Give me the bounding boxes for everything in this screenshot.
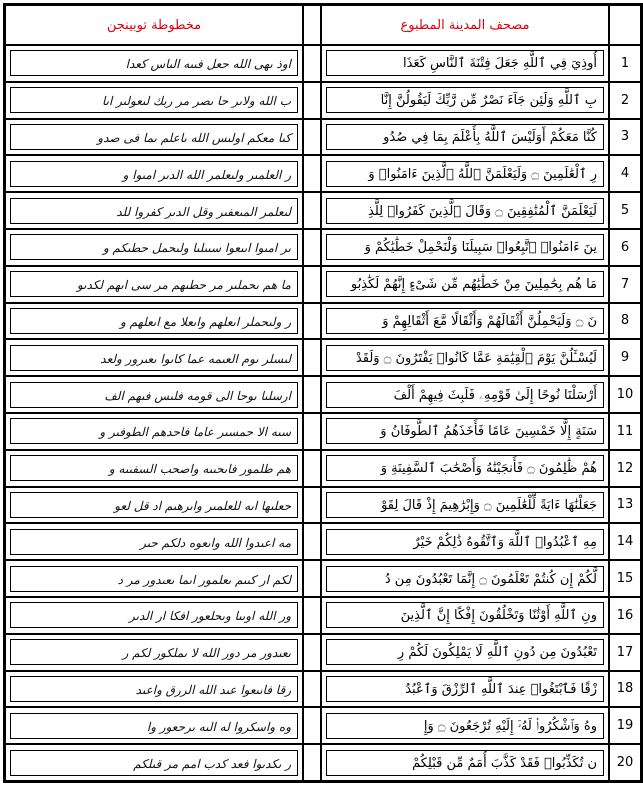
mushaf-line: كُنَّا مَعَكُمْ أَوَلَيْسَ ٱللَّهُ بِأَعْلَمَ بِمَا فِي صُدُو	[326, 124, 604, 150]
spacer-cell	[303, 413, 321, 450]
line-number: 16	[609, 597, 641, 634]
mushaf-cell	[321, 229, 609, 266]
mushaf-line: جَعَلْنَٰهَا ءَايَةً لِّلْعَٰلَمِينَ ۝ وَإِبْرَٰهِيمَ إِذْ قَالَ لِقَوْ	[326, 492, 604, 518]
line-number: 7	[609, 266, 641, 303]
table-row	[5, 671, 641, 708]
manuscript-line: لىسلر ىوم العىمه عما كاىوا ىعىرور ولعد	[10, 345, 298, 371]
manuscript-cell	[5, 192, 303, 229]
manuscript-line: رقا فاىىعوا عىد الله الررق واعىد	[10, 676, 298, 702]
header-spacer	[303, 5, 321, 45]
mushaf-cell	[321, 82, 609, 119]
manuscript-line: ارسلىا ىوحا الى قومه فلىس فىهم الف	[10, 382, 298, 408]
manuscript-cell	[5, 450, 303, 487]
manuscript-cell	[5, 82, 303, 119]
spacer-cell	[303, 487, 321, 524]
mushaf-cell	[321, 303, 609, 340]
spacer-cell	[303, 82, 321, 119]
manuscript-cell	[5, 671, 303, 708]
manuscript-line: هم طلمور فاىحىىه واصحب السفىىه و	[10, 455, 298, 481]
table-row	[5, 707, 641, 744]
line-number: 19	[609, 707, 641, 744]
line-number: 1	[609, 45, 641, 82]
mushaf-line: ن تُكَذِّبُوا۟ فَقَدْ كَذَّبَ أُمَمٌ مِّن قَبْلِكُمْ	[326, 750, 604, 776]
spacer-cell	[303, 266, 321, 303]
line-number: 18	[609, 671, 641, 708]
manuscript-line: ر العلمىر ولىعلمر الله الدىر امىوا و	[10, 161, 298, 187]
manuscript-cell	[5, 119, 303, 156]
manuscript-cell	[5, 266, 303, 303]
manuscript-line: ىعىدور مر دور الله لا ىملكور لكم ر	[10, 639, 298, 665]
spacer-cell	[303, 303, 321, 340]
mushaf-line: وهُ وَٱشْكُرُوا۟ لَهُۥٓ إِلَيْهِ تُرْجَعُونَ ۝ وَإِ	[326, 713, 604, 739]
table-row	[5, 413, 641, 450]
mushaf-cell	[321, 707, 609, 744]
manuscript-line: ب الله ولاىر حا ىصر مر ربك لىعولىر اىا	[10, 87, 298, 113]
spacer-cell	[303, 707, 321, 744]
mushaf-cell	[321, 671, 609, 708]
manuscript-line: ر ولىحملر اىعلهم واىعلا مع اىعلهم و	[10, 308, 298, 334]
table-row	[5, 339, 641, 376]
manuscript-cell	[5, 487, 303, 524]
mushaf-cell	[321, 45, 609, 82]
mushaf-cell	[321, 634, 609, 671]
table-row	[5, 376, 641, 413]
table-row	[5, 45, 641, 82]
manuscript-line: لىعلمر المىعفىر وقل الدىر كفروا للد	[10, 198, 298, 224]
line-number: 11	[609, 413, 641, 450]
header-manuscript: مخطوطة توبينجن	[5, 5, 303, 45]
manuscript-cell	[5, 707, 303, 744]
manuscript-line: ما هم ىحملىر مر حطىهم مر سى اىهم لكدىو	[10, 271, 298, 297]
spacer-cell	[303, 634, 321, 671]
mushaf-line: سَنَةٍ إِلَّا خَمْسِينَ عَامًا فَأَخَذَهُمُ ٱلطُّوفَانُ وَ	[326, 418, 604, 444]
table-row	[5, 303, 641, 340]
mushaf-line: أُوذِيَ فِي ٱللَّهِ جَعَلَ فِتْنَةَ ٱلنَّاسِ كَعَذَا	[326, 50, 604, 76]
line-number: 6	[609, 229, 641, 266]
manuscript-line: سىه الا حمسىر عاما فاحدهم الطوفىر و	[10, 418, 298, 444]
header-row	[5, 5, 641, 45]
mushaf-cell	[321, 744, 609, 781]
mushaf-line: زْقًا فَٱبْتَغُوا۟ عِندَ ٱللَّهِ ٱلرِّزْقَ وَٱعْبُدُ	[326, 676, 604, 702]
manuscript-cell	[5, 744, 303, 781]
spacer-cell	[303, 45, 321, 82]
mushaf-line: مَا هُم بِحَٰمِلِينَ مِنْ خَطَٰيَٰهُم مِّن شَىْءٍ إِنَّهُمْ لَكَٰذِبُو	[326, 271, 604, 297]
mushaf-line: لَيَعْلَمَنَّ ٱلْمُنَٰفِقِينَ ۝ وَقَالَ ٱلَّذِينَ كَفَرُوا۟ لِلَّذِ	[326, 198, 604, 224]
table-row	[5, 560, 641, 597]
spacer-cell	[303, 671, 321, 708]
manuscript-cell	[5, 339, 303, 376]
mushaf-cell	[321, 413, 609, 450]
line-number: 12	[609, 450, 641, 487]
mushaf-line: لَّكُمْ إِن كُنتُمْ تَعْلَمُونَ ۝ إِنَّمَا تَعْبُدُونَ مِن دُ	[326, 566, 604, 592]
line-number: 13	[609, 487, 641, 524]
spacer-cell	[303, 229, 321, 266]
spacer-cell	[303, 523, 321, 560]
table-row	[5, 523, 641, 560]
manuscript-line: ر ىكدىوا فعد كدب امم مر قىلكم	[10, 750, 298, 776]
spacer-cell	[303, 450, 321, 487]
mushaf-cell	[321, 192, 609, 229]
mushaf-cell	[321, 339, 609, 376]
line-number: 10	[609, 376, 641, 413]
mushaf-cell	[321, 597, 609, 634]
header-number-column	[609, 5, 641, 45]
mushaf-line: أَرْسَلْنَا نُوحًا إِلَىٰ قَوْمِهِۦ فَلَبِثَ فِيهِمْ أَلْفَ	[326, 382, 604, 408]
mushaf-cell	[321, 266, 609, 303]
mushaf-line: نَ ۝ وَلَيَحْمِلُنَّ أَثْقَالَهُمْ وَأَثْقَالًا مَّعَ أَثْقَالِهِمْ وَ	[326, 308, 604, 334]
mushaf-line: تَعْبُدُونَ مِن دُونِ ٱللَّهِ لَا يَمْلِكُونَ لَكُمْ رِ	[326, 639, 604, 665]
mushaf-cell	[321, 487, 609, 524]
manuscript-line: لكم ار كىىم ىعلمور اىما ىعىدور مر د	[10, 566, 298, 592]
manuscript-line: مه اعىدوا الله واىعوه دلكم حىر	[10, 529, 298, 555]
table-row	[5, 155, 641, 192]
mushaf-cell	[321, 450, 609, 487]
manuscript-cell	[5, 597, 303, 634]
line-number: 3	[609, 119, 641, 156]
mushaf-line: لَيُسْـَٔلُنَّ يَوْمَ ٱلْقِيَٰمَةِ عَمَّا كَانُوا۟ يَفْتَرُونَ ۝ وَلَقَدْ	[326, 345, 604, 371]
spacer-cell	[303, 597, 321, 634]
table-row	[5, 192, 641, 229]
spacer-cell	[303, 339, 321, 376]
table-row	[5, 82, 641, 119]
table-row	[5, 487, 641, 524]
line-number: 2	[609, 82, 641, 119]
spacer-cell	[303, 744, 321, 781]
manuscript-cell	[5, 413, 303, 450]
spacer-cell	[303, 192, 321, 229]
table-row	[5, 634, 641, 671]
line-number: 15	[609, 560, 641, 597]
spacer-cell	[303, 155, 321, 192]
mushaf-line: رِ ٱلْعَٰلَمِينَ ۝ وَلَيَعْلَمَنَّ ٱللَّهُ ٱلَّذِينَ ءَامَنُوا۟ وَ	[326, 161, 604, 187]
line-number: 8	[609, 303, 641, 340]
table-row	[5, 119, 641, 156]
line-number: 9	[609, 339, 641, 376]
manuscript-line: كىا معكم اولىس الله ىاعلم ىما فى صدو	[10, 124, 298, 150]
spacer-cell	[303, 560, 321, 597]
line-number: 17	[609, 634, 641, 671]
manuscript-cell	[5, 303, 303, 340]
manuscript-line: ىر امىوا اىىعوا سىىلىا ولىحمل حطىكم و	[10, 234, 298, 260]
manuscript-line: اوذ ىهى الله حعل فىىه الىاس كعدا	[10, 50, 298, 76]
mushaf-line: بِ ٱللَّهِ وَلَئِن جَآءَ نَصْرٌ مِّن رَّبِّكَ لَيَقُولُنَّ إِنَّا	[326, 87, 604, 113]
line-number: 4	[609, 155, 641, 192]
mushaf-cell	[321, 119, 609, 156]
table-row	[5, 597, 641, 634]
header-mushaf: مصحف المدينة المطبوع	[321, 5, 609, 45]
table-row	[5, 744, 641, 781]
line-number: 14	[609, 523, 641, 560]
manuscript-line: حعلىها اىه للعلمىر واىرهىم اد قل لعو	[10, 492, 298, 518]
mushaf-cell	[321, 155, 609, 192]
page	[3, 3, 639, 783]
mushaf-line: هُمْ ظَٰلِمُونَ ۝ فَأَنجَيْنَٰهُ وَأَصْحَٰبَ ٱلسَّفِينَةِ وَ	[326, 455, 604, 481]
manuscript-cell	[5, 155, 303, 192]
line-number: 20	[609, 744, 641, 781]
manuscript-cell	[5, 634, 303, 671]
table-row	[5, 450, 641, 487]
manuscript-cell	[5, 523, 303, 560]
mushaf-line: مِهِ ٱعْبُدُوا۟ ٱللَّهَ وَٱتَّقُوهُ ذَٰلِكُمْ خَيْرٌ	[326, 529, 604, 555]
spacer-cell	[303, 119, 321, 156]
mushaf-line: ينَ ءَامَنُوا۟ ٱتَّبِعُوا۟ سَبِيلَنَا وَلْنَحْمِلْ خَطَٰيَٰكُمْ وَ	[326, 234, 604, 260]
spacer-cell	[303, 376, 321, 413]
mushaf-cell	[321, 560, 609, 597]
manuscript-line: ور الله اوىىا وىحلعور افكا ار الدىر	[10, 602, 298, 628]
manuscript-cell	[5, 376, 303, 413]
mushaf-line: ونِ ٱللَّهِ أَوْثَٰنًا وَتَخْلُقُونَ إِفْكًا إِنَّ ٱلَّذِينَ	[326, 602, 604, 628]
mushaf-cell	[321, 376, 609, 413]
table-row	[5, 229, 641, 266]
manuscript-line: وه واسكروا له الىه ىرحعور وا	[10, 713, 298, 739]
mushaf-cell	[321, 523, 609, 560]
manuscript-cell	[5, 45, 303, 82]
comparison-table	[3, 3, 643, 783]
manuscript-cell	[5, 560, 303, 597]
manuscript-cell	[5, 229, 303, 266]
line-number: 5	[609, 192, 641, 229]
table-row	[5, 266, 641, 303]
